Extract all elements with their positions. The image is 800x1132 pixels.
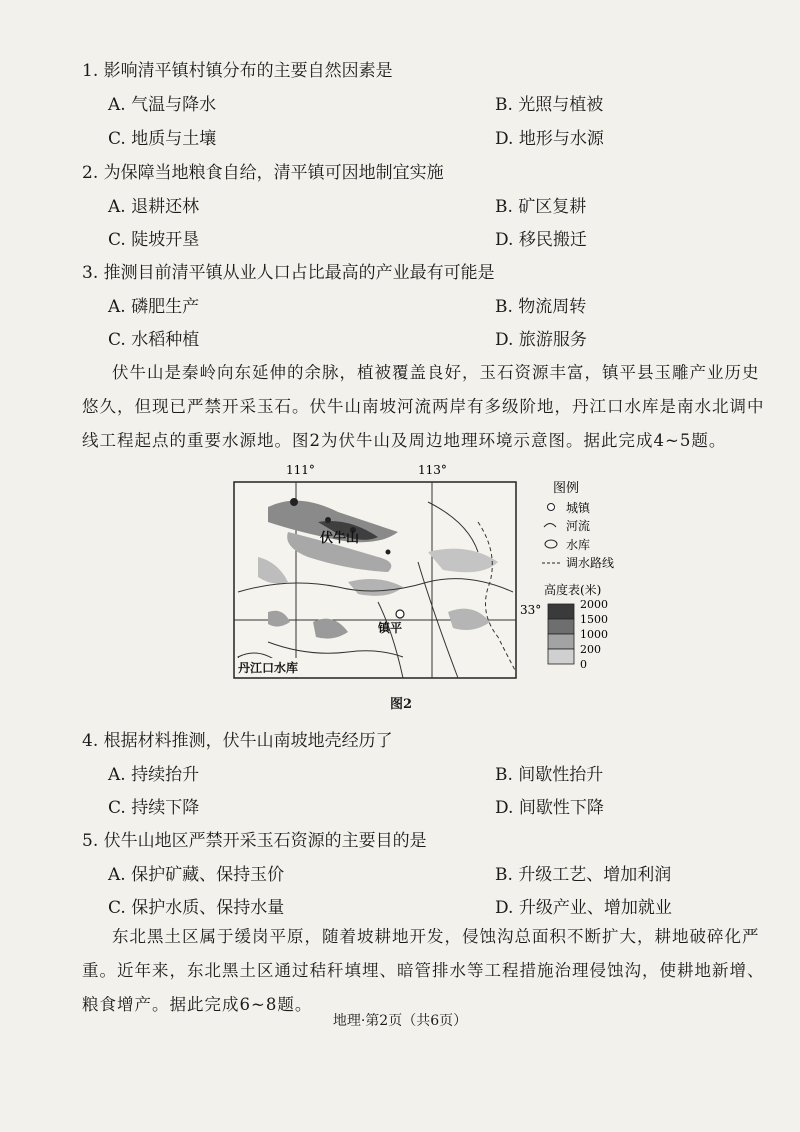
passage-black-soil xyxy=(82,920,772,1022)
map-svg xyxy=(228,462,628,692)
town-zhenping-marker xyxy=(396,610,404,618)
legend-town: 城镇 xyxy=(566,501,591,515)
elevation-band-1 xyxy=(548,619,574,634)
question-1-option-c: C. 地质与土壤 xyxy=(108,129,217,149)
question-2-option-b: B. 矿区复耕 xyxy=(495,197,587,217)
elevation-label-2000: 2000 xyxy=(580,598,608,611)
question-5-stem: 5. 伏牛山地区严禁开采玉石资源的主要目的是 xyxy=(82,831,427,851)
lon-label-113: 113° xyxy=(418,463,447,477)
question-2-option-a: A. 退耕还林 xyxy=(108,197,200,217)
question-3-option-b: B. 物流周转 xyxy=(495,297,587,317)
page-footer: 地理·第2页（共6页） xyxy=(332,1013,468,1029)
question-3-stem: 3. 推测目前清平镇从业人口占比最高的产业最有可能是 xyxy=(82,263,495,283)
question-3-option-a: A. 磷肥生产 xyxy=(108,297,200,317)
reservoir-icon xyxy=(545,540,557,548)
question-1-option-d: D. 地形与水源 xyxy=(495,129,604,149)
legend-reservoir: 水库 xyxy=(566,538,591,552)
passage-funiu-mountain xyxy=(82,356,772,458)
lat-label-33: 33° xyxy=(520,603,542,617)
question-1-option-a: A. 气温与降水 xyxy=(108,95,217,115)
elevation-label-200: 200 xyxy=(580,643,601,656)
elevation-band-3 xyxy=(548,649,574,664)
question-5-option-a: A. 保护矿藏、保持玉价 xyxy=(108,865,285,885)
label-zhenping: 镇平 xyxy=(378,621,403,635)
legend-river: 河流 xyxy=(566,519,591,533)
elevation-label-0: 0 xyxy=(580,658,587,671)
elevation-label-1000: 1000 xyxy=(580,628,608,641)
figure-caption: 图2 xyxy=(390,697,413,712)
town-icon xyxy=(548,504,555,511)
question-2-stem: 2. 为保障当地粮食自给，清平镇可因地制宜实施 xyxy=(82,163,444,183)
question-2-option-c: C. 陡坡开垦 xyxy=(108,230,200,250)
question-5-option-d: D. 升级产业、增加就业 xyxy=(495,898,672,918)
elevation-label-1500: 1500 xyxy=(580,613,608,626)
question-1-option-b: B. 光照与植被 xyxy=(495,95,604,115)
question-4-stem: 4. 根据材料推测，伏牛山南坡地壳经历了 xyxy=(82,731,393,751)
elevation-title: 高度表(米) xyxy=(544,583,602,597)
question-5-option-c: C. 保护水质、保持水量 xyxy=(108,898,285,918)
question-3-option-d: D. 旅游服务 xyxy=(495,330,587,350)
passage-2-text: 东北黑土区属于缓岗平原，随着坡耕地开发，侵蚀沟总面积不断扩大，耕地破碎化严重。近年来，东北黑土区通过秸秆填埋、暗管排水等工程措施治理侵蚀沟，使耕地新增、粮食增产。据此完成6~8题。 xyxy=(82,927,765,1014)
legend-route: 调水路线 xyxy=(566,556,615,570)
label-danjiangkou-reservoir: 丹江口水库 xyxy=(238,661,299,675)
question-4-option-d: D. 间歇性下降 xyxy=(495,798,604,818)
passage-1-text: 伏牛山是秦岭向东延伸的余脉，植被覆盖良好，玉石资源丰富，镇平县玉雕产业历史悠久，但现已严禁开采玉石。伏牛山南坡河流两岸有多级阶地，丹江口水库是南水北调中线工程起点的重要水源地。图2为伏牛山及周边地理环境示意图。据此完成4~5题。 xyxy=(82,363,765,450)
legend-title: 图例 xyxy=(553,481,580,496)
figure-2-map xyxy=(228,462,628,692)
question-1-stem: 1. 影响清平镇村镇分布的主要自然因素是 xyxy=(82,61,393,81)
elevation-scale xyxy=(548,598,608,671)
river-icon xyxy=(544,524,556,528)
label-funiu-mountain: 伏牛山 xyxy=(320,531,360,546)
question-4-option-c: C. 持续下降 xyxy=(108,798,200,818)
question-2-option-d: D. 移民搬迁 xyxy=(495,230,587,250)
lon-label-111: 111° xyxy=(286,463,315,477)
elevation-band-0 xyxy=(548,604,574,619)
question-4-option-a: A. 持续抬升 xyxy=(108,765,200,785)
elevation-band-2 xyxy=(548,634,574,649)
question-3-option-c: C. 水稻种植 xyxy=(108,330,200,350)
question-4-option-b: B. 间歇性抬升 xyxy=(495,765,604,785)
question-5-option-b: B. 升级工艺、增加利润 xyxy=(495,865,672,885)
